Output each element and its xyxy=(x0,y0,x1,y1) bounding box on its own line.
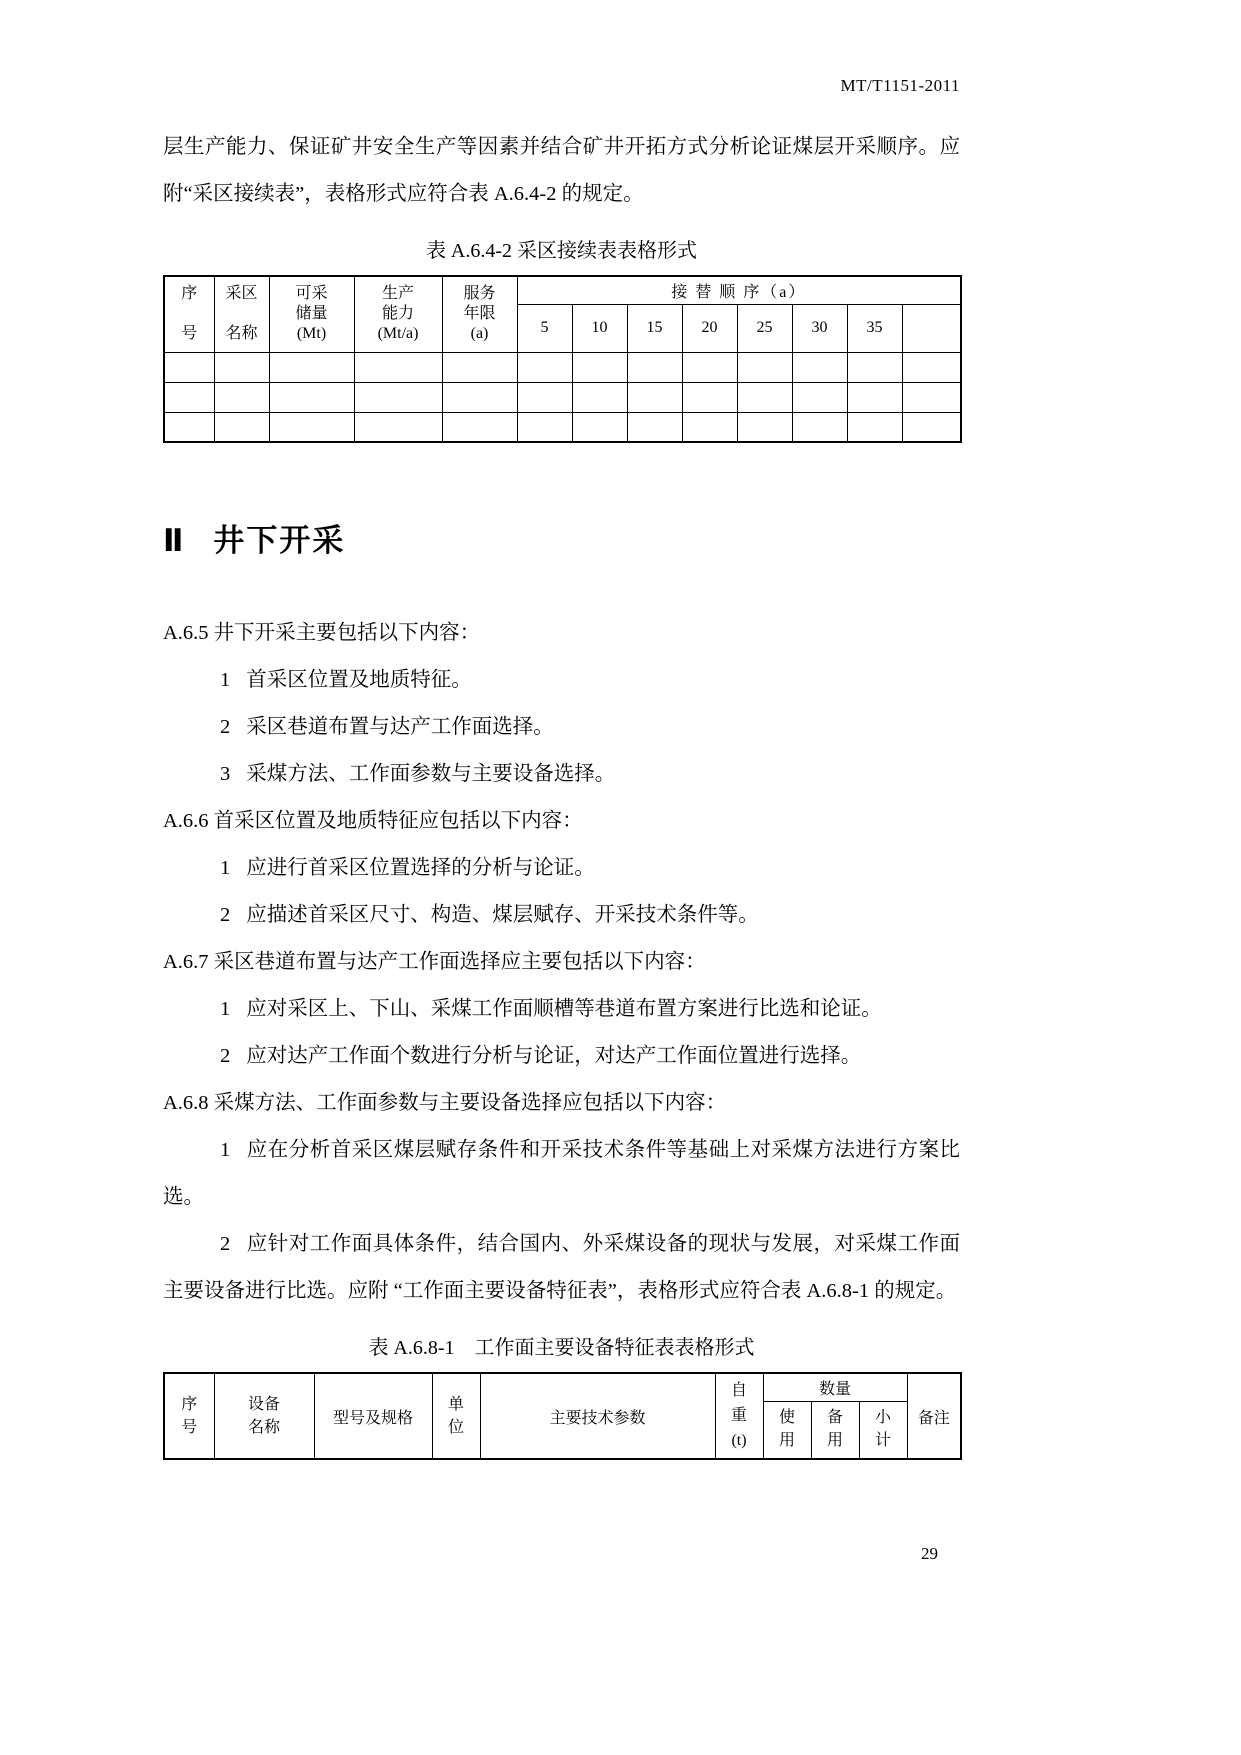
table1-empty-cell xyxy=(442,352,517,382)
table1-empty-cell xyxy=(627,352,682,382)
table1-header-shengchan-line1: 生产 xyxy=(381,285,414,303)
item-text: 应描述首采区尺寸、构造、煤层赋存、开采技术条件等。 xyxy=(246,904,759,926)
table1-header-kecai-chuliang xyxy=(269,276,354,352)
clause-a66-item2 xyxy=(163,892,960,939)
table1-header-jieti-shunxu: 接 替 顺 序（a） xyxy=(517,276,961,304)
table1-empty-cell xyxy=(682,382,737,412)
page-number: 29 xyxy=(921,1544,938,1563)
table1-empty-cell xyxy=(572,382,627,412)
table2-header-zizhong-line3: (t) xyxy=(731,1432,747,1449)
item-number: 2 xyxy=(220,1045,231,1067)
table2-header-zizhong-line2: 重 xyxy=(730,1407,747,1424)
table1-empty-cell xyxy=(737,412,792,442)
table2-header-xuhao-line1: 序 xyxy=(181,1395,198,1413)
table2-header-xiaoji-line2: 计 xyxy=(875,1432,892,1450)
table1-empty-cell xyxy=(517,412,572,442)
table1-year-cell: 5 xyxy=(517,304,572,352)
table-caiqu-jiexu xyxy=(163,275,962,443)
table1-empty-cell xyxy=(572,352,627,382)
table1-header-caiqu-line1: 采区 xyxy=(225,285,258,303)
table1-header-fuwu-nianxian xyxy=(442,276,517,352)
item-text: 应针对工作面具体条件，结合国内、外采煤设备的现状与发展，对采煤工作面主要设备进行比选。应附 “工作面主要设备特征表”，表格形式应符合表 A.6.8-1 的规定。 xyxy=(163,1233,960,1302)
table1-header-fuwu-line1: 服务 xyxy=(463,285,496,303)
table2-caption: 表 A.6.8-1 工作面主要设备特征表表格形式 xyxy=(368,1337,755,1359)
document-code-header: MT/T1151-2011 xyxy=(840,76,960,95)
table2-header-danwei-line1: 单 xyxy=(447,1395,464,1413)
table1-empty-cell xyxy=(792,412,847,442)
section-heading xyxy=(163,515,960,560)
table2-header-shiyong-line1: 使 xyxy=(778,1409,795,1427)
table2-header-shiyong xyxy=(763,1401,811,1459)
table1-empty-cell xyxy=(902,352,961,382)
table1-empty-cell xyxy=(682,412,737,442)
table1-header-xuhao xyxy=(164,276,214,352)
page-content xyxy=(163,0,960,1564)
table1-header-caiqu-mingcheng xyxy=(214,276,269,352)
item-number: 3 xyxy=(220,763,231,785)
table2-header-beizhu: 备注 xyxy=(907,1373,961,1459)
table1-header-xuhao-line2: 号 xyxy=(181,325,198,343)
item-text: 采煤方法、工作面参数与主要设备选择。 xyxy=(246,763,616,785)
table1-header-kecai-line2: 储量 xyxy=(295,305,328,323)
table1-empty-cell xyxy=(902,382,961,412)
table1-empty-row xyxy=(164,382,961,412)
table1-year-cell: 10 xyxy=(572,304,627,352)
table1-year-cell: 15 xyxy=(627,304,682,352)
table1-year-cell: 30 xyxy=(792,304,847,352)
item-text: 应对达产工作面个数进行分析与论证，对达产工作面位置进行选择。 xyxy=(246,1045,862,1067)
clause-a65-item3 xyxy=(163,751,960,798)
table1-empty-cell xyxy=(572,412,627,442)
clause-a65-item2 xyxy=(163,704,960,751)
item-text: 应进行首采区位置选择的分析与论证。 xyxy=(246,857,595,879)
table1-header-caiqu-line2: 名称 xyxy=(225,325,258,343)
table1-empty-cell xyxy=(847,352,902,382)
table1-empty-cell xyxy=(737,352,792,382)
table1-empty-cell xyxy=(214,412,269,442)
table2-header-xuhao xyxy=(164,1373,214,1459)
table2-header-xiaoji-line1: 小 xyxy=(875,1409,892,1427)
item-number: 2 xyxy=(220,1233,231,1255)
table1-header-kecai-line3: (Mt) xyxy=(296,325,327,343)
section-title: 井下开采 xyxy=(213,523,346,558)
table2-header-danwei xyxy=(432,1373,480,1459)
item-number: 1 xyxy=(220,669,231,691)
item-number: 2 xyxy=(220,716,231,738)
table1-empty-cell xyxy=(214,382,269,412)
clause-a67-item2 xyxy=(163,1033,960,1080)
table1-empty-cell xyxy=(902,412,961,442)
table1-empty-cell xyxy=(517,382,572,412)
clause-a66-head: A.6.6 首采区位置及地质特征应包括以下内容： xyxy=(163,810,583,832)
table1-header-shengchan-nengli xyxy=(354,276,442,352)
table2-header-zizhong-line1: 自 xyxy=(730,1382,747,1399)
table2-header-xiaoji xyxy=(859,1401,907,1459)
table2-header-shiyong-line2: 用 xyxy=(778,1432,795,1450)
table1-empty-cell xyxy=(442,412,517,442)
table2-header-beiyong-line2: 用 xyxy=(826,1432,843,1450)
table-gongzuomian-shebei xyxy=(163,1372,962,1460)
table1-empty-cell xyxy=(214,352,269,382)
clause-a65-head: A.6.5 井下开采主要包括以下内容： xyxy=(163,622,481,644)
section-numeral: Ⅱ xyxy=(163,523,186,558)
table1-empty-cell xyxy=(627,382,682,412)
table2-header-beiyong-line1: 备 xyxy=(826,1409,843,1427)
table1-header-fuwu-line3: (a) xyxy=(470,325,489,343)
table1-empty-cell xyxy=(269,352,354,382)
table1-year-cell: 20 xyxy=(682,304,737,352)
intro-paragraph: 层生产能力、保证矿井安全生产等因素并结合矿井开拓方式分析论证煤层开采顺序。应附“采区接续表”，表格形式应符合表 A.6.4-2 的规定。 xyxy=(163,136,960,205)
table1-empty-cell xyxy=(517,352,572,382)
table1-empty-row xyxy=(164,412,961,442)
table1-empty-cell xyxy=(682,352,737,382)
table2-header-beiyong xyxy=(811,1401,859,1459)
table1-year-cell xyxy=(902,304,961,352)
item-text: 采区巷道布置与达产工作面选择。 xyxy=(246,716,554,738)
table2-header-xuhao-line2: 号 xyxy=(181,1418,198,1436)
clause-a68-item1 xyxy=(163,1127,960,1221)
table1-year-cell: 25 xyxy=(737,304,792,352)
table1-empty-cell xyxy=(847,412,902,442)
clause-a66-item1 xyxy=(163,845,960,892)
table1-empty-cell xyxy=(627,412,682,442)
clause-a67-head: A.6.7 采区巷道布置与达产工作面选择应主要包括以下内容： xyxy=(163,951,706,973)
table2-header-shebei-line2: 名称 xyxy=(247,1418,280,1436)
table1-empty-cell xyxy=(737,382,792,412)
table1-empty-cell xyxy=(354,382,442,412)
table1-header-kecai-line1: 可采 xyxy=(295,285,328,303)
table1-empty-cell xyxy=(792,352,847,382)
table1-header-shengchan-line2: 能力 xyxy=(381,305,414,323)
table1-empty-cell xyxy=(164,352,214,382)
table1-empty-cell xyxy=(164,382,214,412)
table1-header-shengchan-line3: (Mt/a) xyxy=(377,325,419,343)
item-text: 应在分析首采区煤层赋存条件和开采技术条件等基础上对采煤方法进行方案比选。 xyxy=(163,1139,960,1208)
table1-empty-cell xyxy=(164,412,214,442)
clause-a68-item2 xyxy=(163,1221,960,1315)
table2-header-shebei-line1: 设备 xyxy=(247,1395,280,1413)
clause-a65-item1 xyxy=(163,657,960,704)
table2-header-shuliang: 数量 xyxy=(763,1373,907,1401)
table1-empty-cell xyxy=(354,352,442,382)
table2-header-xinghao-guige: 型号及规格 xyxy=(314,1373,432,1459)
clause-a68-head: A.6.8 采煤方法、工作面参数与主要设备选择应包括以下内容： xyxy=(163,1092,727,1114)
table2-header-danwei-line2: 位 xyxy=(447,1418,464,1436)
item-number: 1 xyxy=(220,998,231,1020)
item-number: 1 xyxy=(220,857,231,879)
table1-empty-cell xyxy=(269,412,354,442)
table1-header-xuhao-line1: 序 xyxy=(181,285,198,303)
table1-header-fuwu-line2: 年限 xyxy=(463,305,496,323)
item-number: 2 xyxy=(220,904,231,926)
table1-empty-cell xyxy=(354,412,442,442)
table2-header-jishu-canshu: 主要技术参数 xyxy=(480,1373,715,1459)
item-number: 1 xyxy=(220,1139,231,1161)
table1-empty-cell xyxy=(792,382,847,412)
table1-empty-row xyxy=(164,352,961,382)
clause-a67-item1 xyxy=(163,986,960,1033)
table2-header-shebei-mingcheng xyxy=(214,1373,314,1459)
table1-empty-cell xyxy=(269,382,354,412)
item-text: 首采区位置及地质特征。 xyxy=(246,669,472,691)
table2-header-zizhong xyxy=(715,1373,763,1459)
table1-caption: 表 A.6.4-2 采区接续表表格形式 xyxy=(425,240,698,262)
table1-empty-cell xyxy=(442,382,517,412)
item-text: 应对采区上、下山、采煤工作面顺槽等巷道布置方案进行比选和论证。 xyxy=(246,998,882,1020)
table1-empty-cell xyxy=(847,382,902,412)
table1-year-cell: 35 xyxy=(847,304,902,352)
